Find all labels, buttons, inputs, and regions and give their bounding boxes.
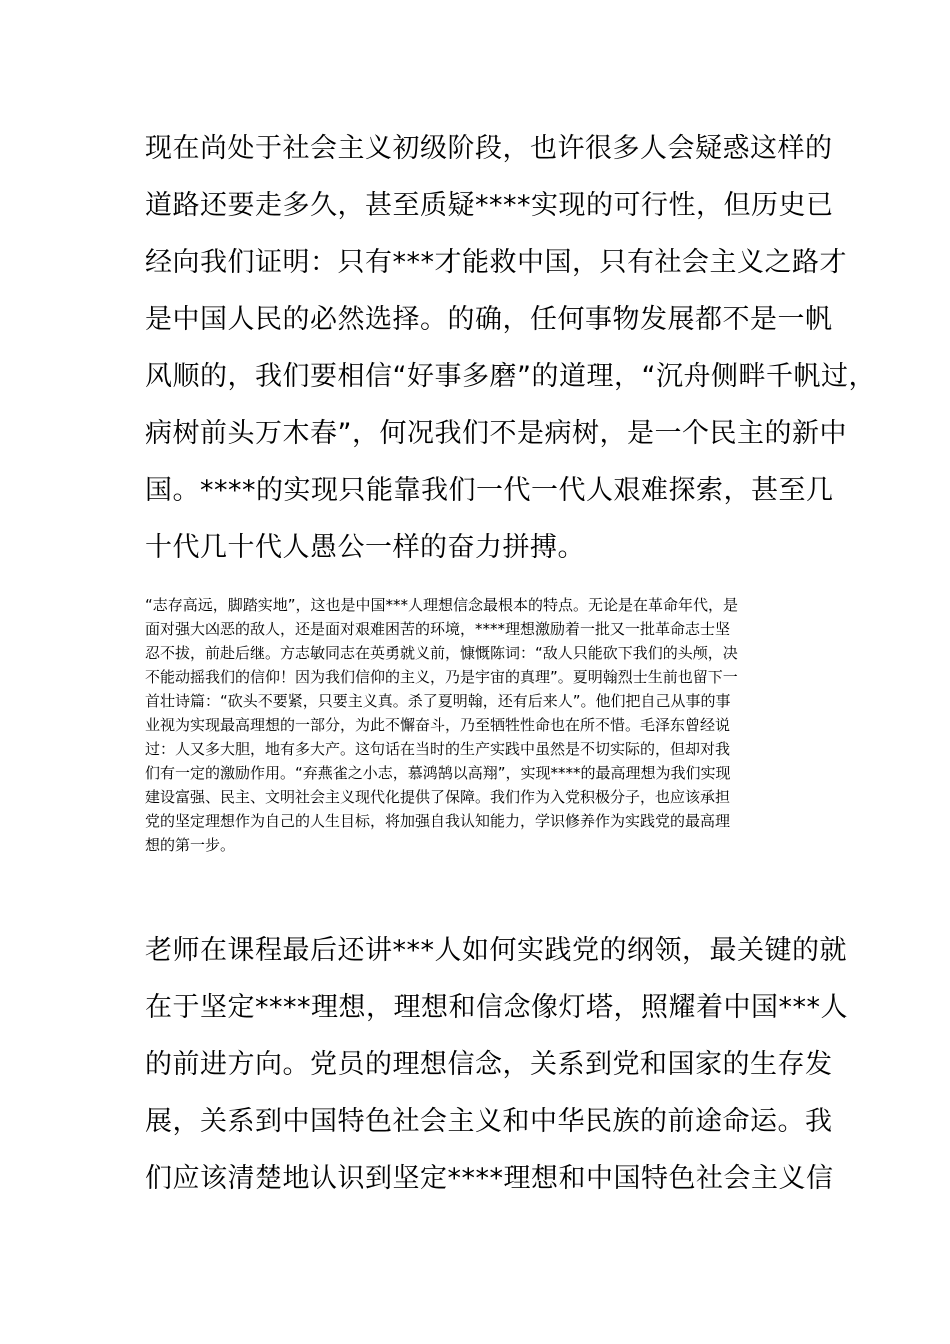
- text-line: 的前进方向。党员的理想信念，关系到党和国家的生存发: [145, 1049, 833, 1080]
- paragraph-party-program: [145, 935, 848, 1220]
- text-line: 想的第一步。: [145, 836, 236, 854]
- text-line: 业视为实现最高理想的一部分，为此不懈奋斗，乃至牺牲性命也在所不惜。毛泽东曾经说: [145, 716, 731, 734]
- text-line: 党的坚定理想作为自己的人生目标，将加强自我认知能力，学识修养作为实践党的最高理: [145, 812, 731, 830]
- text-line: 国。****的实现只能靠我们一代一代人艰难探索，甚至几: [145, 475, 834, 506]
- text-line: 十代几十代人愚公一样的奋力拼搏。: [145, 532, 585, 563]
- text-line: 现在尚处于社会主义初级阶段，也许很多人会疑惑这样的: [145, 133, 833, 164]
- text-line: 风顺的，我们要相信“好事多磨”的道理，“沉舟侧畔千帆过，: [145, 361, 876, 392]
- text-line: 忍不拔，前赴后继。方志敏同志在英勇就义前，慷慨陈词：“敌人只能砍下我们的头颅，决: [145, 644, 738, 662]
- paragraph-socialism-path: [145, 133, 876, 589]
- text-line: 经向我们证明：只有***才能救中国，只有社会主义之路才: [145, 247, 847, 278]
- text-line: 在于坚定****理想，理想和信念像灯塔，照耀着中国***人: [145, 992, 848, 1023]
- text-line: 首壮诗篇：“砍头不要紧，只要主义真。杀了夏明翰，还有后来人”。他们把自己从事的事: [145, 692, 731, 710]
- text-line: 不能动摇我们的信仰！因为我们信仰的主义，乃是宇宙的真理”。夏明翰烈士生前也留下一: [145, 668, 738, 686]
- text-line: 建设富强、民主、文明社会主义现代化提供了保障。我们作为入党积极分子，也应该承担: [145, 788, 731, 806]
- text-line: 老师在课程最后还讲***人如何实践党的纲领，最关键的就: [145, 935, 847, 966]
- text-line: 面对强大凶恶的敌人，还是面对艰难困苦的环境，****理想激励着一批又一批革命志士坚: [145, 620, 731, 638]
- text-line: 们有一定的激励作用。“弃燕雀之小志，慕鸿鹄以高翔”，实现****的最高理想为我们实现: [145, 764, 731, 782]
- text-line: 病树前头万木春”，何况我们不是病树，是一个民主的新中: [145, 418, 847, 449]
- text-line: 展，关系到中国特色社会主义和中华民族的前途命运。我: [145, 1106, 833, 1137]
- text-line: 们应该清楚地认识到坚定****理想和中国特色社会主义信: [145, 1163, 834, 1194]
- text-line: “志存高远，脚踏实地”，这也是中国***人理想信念最根本的特点。无论是在革命年代，是: [145, 596, 739, 614]
- paragraph-ideals-beliefs: [145, 596, 825, 860]
- text-line: 是中国人民的必然选择。的确，任何事物发展都不是一帆: [145, 304, 833, 335]
- text-line: 过：人又多大胆，地有多大产。这句话在当时的生产实践中虽然是不切实际的，但却对我: [145, 740, 731, 758]
- text-line: 道路还要走多久，甚至质疑****实现的可行性，但历史已: [145, 190, 834, 221]
